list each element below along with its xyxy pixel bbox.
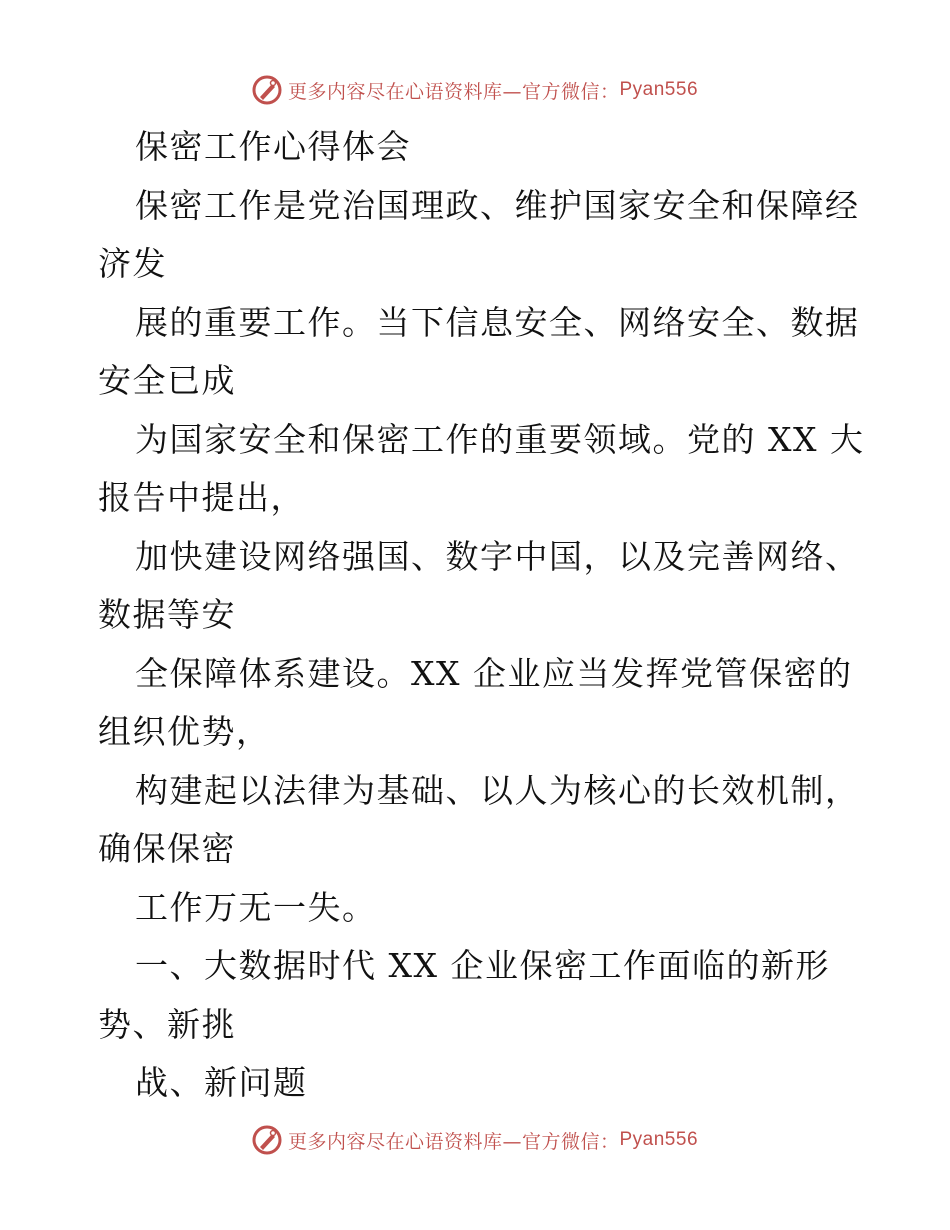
- header-watermark: [0, 70, 950, 110]
- text-line: 战、新问题: [135, 1063, 308, 1102]
- text-line: 报告中提出，: [98, 478, 305, 517]
- text-line: 济发: [98, 244, 167, 283]
- pen-logo-icon: [252, 1125, 282, 1155]
- watermark-text: 更多内容尽在心语资料库—官方微信：: [287, 1130, 620, 1153]
- pen-logo-icon: [252, 75, 282, 105]
- text-line: 数据等安: [98, 595, 236, 634]
- footer-watermark: [0, 1120, 950, 1160]
- text-line: 为国家安全和保密工作的重要领域。党的 XX 大: [135, 419, 865, 459]
- text-line: 加快建设网络强国、数字中国，以及完善网络、: [135, 536, 860, 576]
- watermark-text: 更多内容尽在心语资料库—官方微信：: [287, 80, 620, 103]
- text-line: 组织优势，: [98, 712, 271, 751]
- text-line: 展的重要工作。当下信息安全、网络安全、数据: [135, 302, 860, 342]
- text-line: 确保保密: [98, 829, 236, 868]
- text-line: 安全已成: [98, 361, 236, 400]
- text-line: 工作万无一失。: [135, 887, 377, 927]
- text-line: 保密工作是党治国理政、维护国家安全和保障经: [135, 185, 860, 225]
- watermark-id: Pyan556: [619, 79, 699, 100]
- text-line: 全保障体系建设。XX 企业应当发挥党管保密的: [135, 653, 853, 693]
- text-line: 势、新挑: [98, 1004, 236, 1044]
- section-heading: 一、大数据时代 XX 企业保密工作面临的新形: [135, 946, 830, 985]
- document-title: 保密工作心得体会: [135, 127, 411, 166]
- text-line: 构建起以法律为基础、以人为核心的长效机制，: [135, 770, 860, 810]
- watermark-id: Pyan556: [619, 1129, 699, 1150]
- document-body: [98, 118, 865, 1113]
